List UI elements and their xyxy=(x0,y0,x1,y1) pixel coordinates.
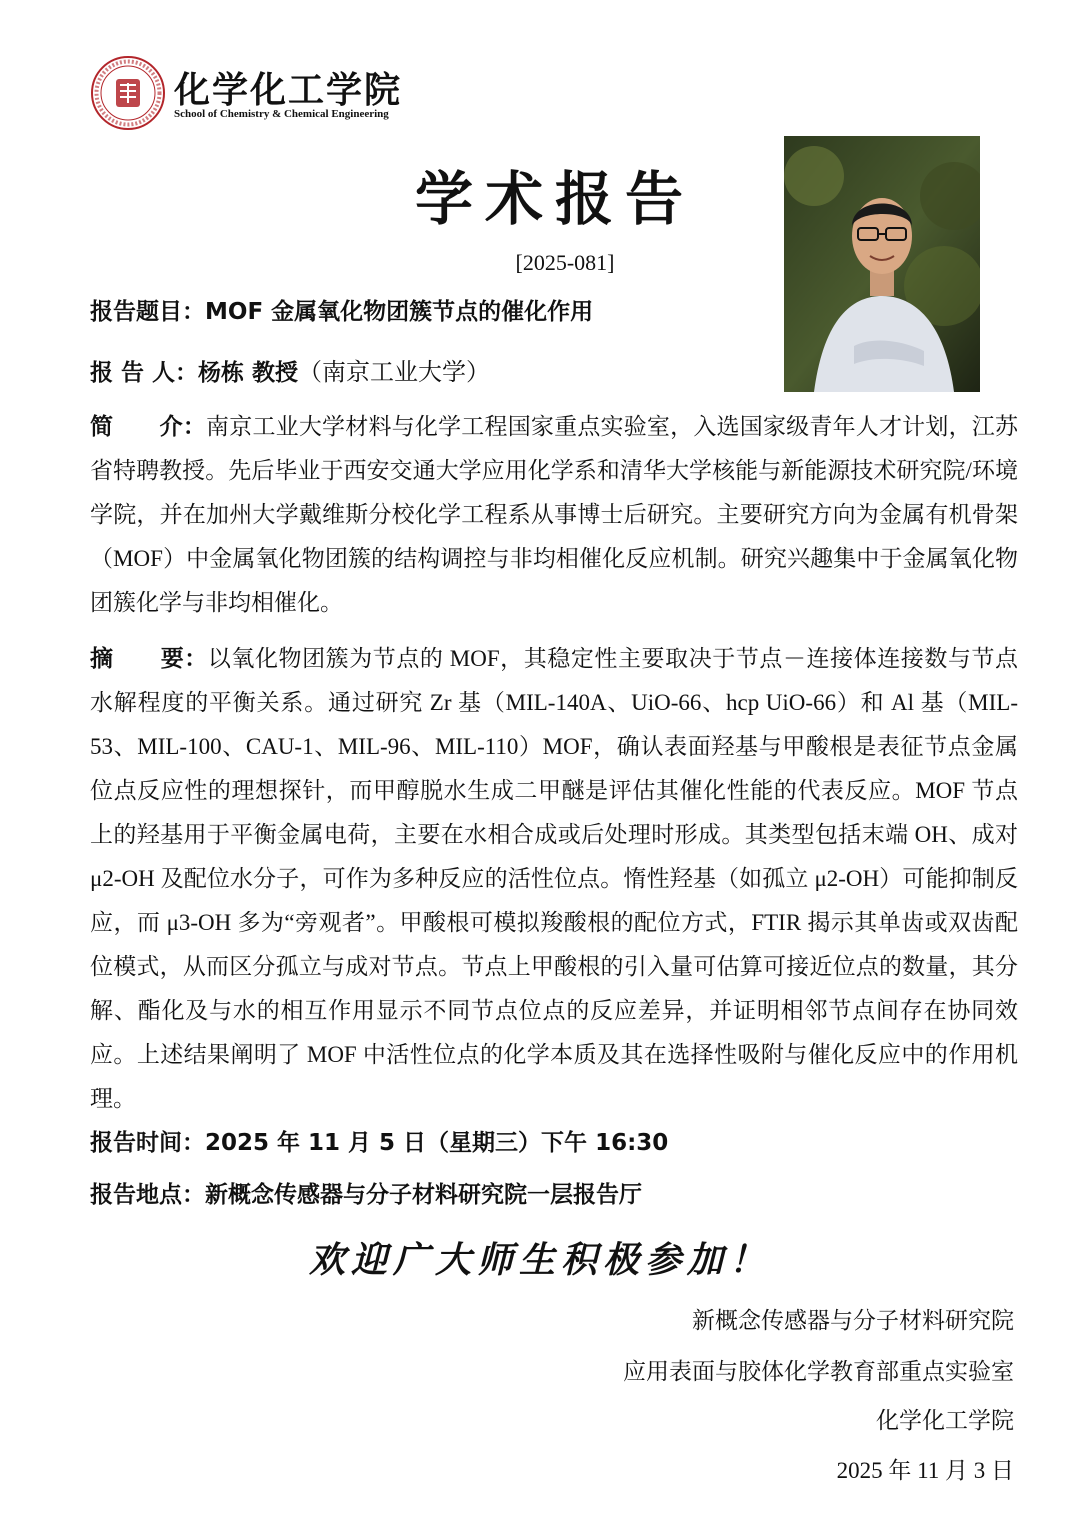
speaker-affiliation: （南京工业大学） xyxy=(298,360,491,386)
organizer-1: 新概念传感器与分子材料研究院 xyxy=(692,1308,1014,1333)
topic-line xyxy=(90,300,593,324)
speaker-photo xyxy=(784,136,980,392)
time-line xyxy=(90,1131,668,1155)
abstract-paragraph xyxy=(90,637,1018,1121)
school-logo xyxy=(90,55,166,131)
place-label: 报告地点： xyxy=(90,1182,205,1208)
school-name-en: School of Chemistry & Chemical Engineering xyxy=(174,108,389,120)
place-value: 新概念传感器与分子材料研究院一层报告厅 xyxy=(205,1182,642,1208)
school-name-cn: 化学化工学院 xyxy=(174,70,403,110)
abstract-text: 以氧化物团簇为节点的 MOF，其稳定性主要取决于节点－连接体连接数与节点水解程度的平衡关系。通过研究 Zr 基（MIL-140A、UiO-66、hcp UiO-66）和 Al 基（MIL-53、MIL-100、CAU-1、MIL-96、MIL-110）MOF，确认表面羟基与甲酸根是表征节点金属位点反应性的理想探针，而甲醇脱水生成二甲醚是评估其催化性能的代表反应。MOF 节点上的羟基用于平衡金属电荷，主要在水相合成或后处理时形成。其类型包括末端 OH、成对 μ2-OH 及配位水分子，可作为多种反应的活性位点。惰性羟基（如孤立 μ2-OH）可能抑制反应，而 μ3-OH 多为“旁观者”。甲酸根可模拟羧酸根的配位方式，FTIR 揭示其单齿或双齿配位模式，从而区分孤立与成对节点。节点上甲酸根的引入量可估算可接近位点的数量，其分解、酯化及与水的相互作用显示不同节点位点的反应差异，并证明相邻节点间存在协同效应。上述结果阐明了 MOF 中活性位点的化学本质及其在选择性吸附与催化反应中的作用机理。 xyxy=(90,646,1019,1111)
welcome-text: 欢迎广大师生积极参加！ xyxy=(308,1240,771,1280)
bio-paragraph xyxy=(90,405,1018,625)
speaker-label: 报 告 人： xyxy=(90,360,199,386)
abstract-label: 摘 要： xyxy=(90,646,208,672)
organizer-2: 应用表面与胶体化学教育部重点实验室 xyxy=(623,1359,1014,1384)
place-line xyxy=(90,1183,642,1207)
speaker-name: 杨栋 教授 xyxy=(198,360,299,386)
bio-text: 南京工业大学材料与化学工程国家重点实验室，入选国家级青年人才计划，江苏省特聘教授。先后毕业于西安交通大学应用化学系和清华大学核能与新能源技术研究院/环境学院，并在加州大学戴维斯分校化学工程系从事博士后研究。主要研究方向为金属有机骨架（MOF）中金属氧化物团簇的结构调控与非均相催化反应机制。研究兴趣集中于金属氧化物团簇化学与非均相催化。 xyxy=(90,414,1019,615)
bio-label: 简 介： xyxy=(90,414,207,440)
speaker-line xyxy=(90,361,490,385)
report-number: [2025-081] xyxy=(515,250,615,275)
time-value: 2025 年 11 月 5 日（星期三）下午 16:30 xyxy=(205,1130,669,1156)
topic-label: 报告题目： xyxy=(90,299,205,325)
time-label: 报告时间： xyxy=(90,1130,205,1156)
page-title: 学术报告 xyxy=(414,167,695,232)
topic-value: MOF 金属氧化物团簇节点的催化作用 xyxy=(205,299,594,325)
issue-date: 2025 年 11 月 3 日 xyxy=(836,1458,1014,1483)
organizer-3: 化学化工学院 xyxy=(876,1408,1014,1433)
